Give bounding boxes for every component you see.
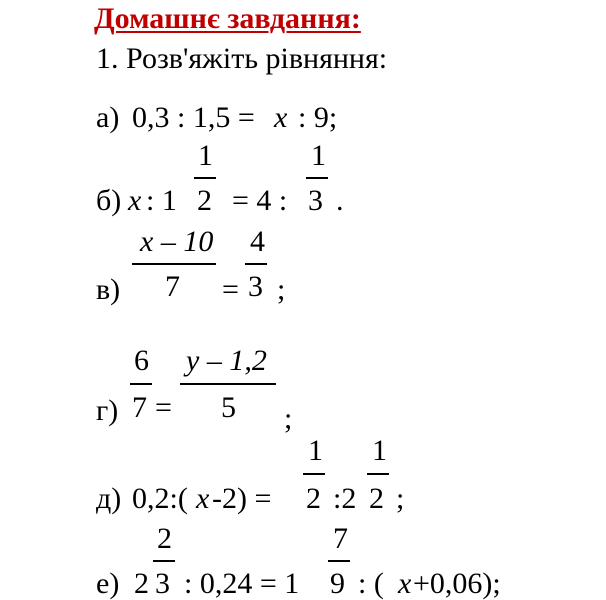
- fraction-denominator: 7: [132, 391, 147, 424]
- equation-g-label: г): [96, 394, 119, 427]
- equation-d-left-end: -2) =: [212, 482, 272, 515]
- fraction-numerator: y – 1,2: [186, 344, 267, 377]
- fraction-numerator: 2: [157, 522, 172, 555]
- fraction-denominator: 2: [306, 482, 321, 515]
- fraction-denominator: 5: [221, 391, 236, 424]
- equation-e-label: е): [96, 567, 120, 600]
- fraction-numerator: 7: [333, 522, 348, 555]
- equation-b-end: .: [336, 184, 344, 217]
- equation-a-variable: x: [274, 101, 288, 134]
- fraction-bar: [130, 383, 152, 385]
- equation-b-middle: = 4 :: [232, 184, 288, 217]
- fraction-denominator: 7: [165, 270, 180, 303]
- fraction-denominator: 2: [369, 482, 384, 515]
- fraction-bar: [132, 263, 216, 265]
- equation-d-middle: :2: [333, 482, 357, 515]
- fraction-numerator: 6: [134, 344, 149, 377]
- fraction-bar: [303, 473, 325, 475]
- fraction-bar: [153, 560, 175, 562]
- equation-e-middle: : 0,24 = 1: [184, 567, 300, 600]
- fraction-bar: [245, 263, 267, 265]
- fraction-numerator: 1: [198, 139, 213, 172]
- equation-g-end: ;: [284, 402, 293, 435]
- equation-a-left: 0,3 : 1,5 =: [132, 101, 255, 134]
- equation-e-variable: x: [398, 567, 412, 600]
- fraction-numerator: 1: [372, 434, 387, 467]
- fraction-numerator: 1: [308, 434, 323, 467]
- equation-b-label: б): [96, 184, 122, 217]
- fraction-numerator: 4: [250, 225, 265, 258]
- equation-a-label: а): [96, 101, 120, 134]
- fraction-bar: [367, 473, 389, 475]
- equation-d-label: д): [96, 482, 122, 515]
- equation-d-end: ;: [396, 482, 405, 515]
- fraction-denominator: 9: [330, 567, 345, 600]
- fraction-numerator: 1: [311, 139, 326, 172]
- equation-e-end: +0,06);: [413, 567, 501, 600]
- fraction-denominator: 3: [248, 270, 263, 303]
- equation-b-variable: x: [128, 184, 142, 217]
- equation-v-label: в): [96, 273, 121, 306]
- equation-e-right: : (: [358, 567, 384, 600]
- task-heading: 1. Розв'яжіть рівняння:: [96, 42, 388, 75]
- equals-sign: =: [222, 273, 239, 306]
- fraction-numerator: x – 10: [140, 225, 214, 258]
- equation-d-left: 0,2:(: [132, 482, 188, 515]
- equation-a-right: : 9;: [298, 101, 338, 134]
- equals-sign: =: [155, 391, 172, 424]
- fraction-bar: [306, 177, 328, 179]
- fraction-bar: [328, 560, 350, 562]
- fraction-denominator: 3: [155, 567, 170, 600]
- page-title: Домашнє завдання:: [94, 2, 361, 35]
- fraction-denominator: 2: [197, 184, 212, 217]
- fraction-bar: [180, 383, 276, 385]
- fraction-denominator: 3: [308, 184, 323, 217]
- fraction-bar: [194, 177, 216, 179]
- equation-e-whole: 2: [134, 567, 149, 600]
- equation-v-end: ;: [277, 273, 286, 306]
- equation-b-divisor-whole: : 1: [146, 184, 177, 217]
- equation-d-variable: x: [196, 482, 210, 515]
